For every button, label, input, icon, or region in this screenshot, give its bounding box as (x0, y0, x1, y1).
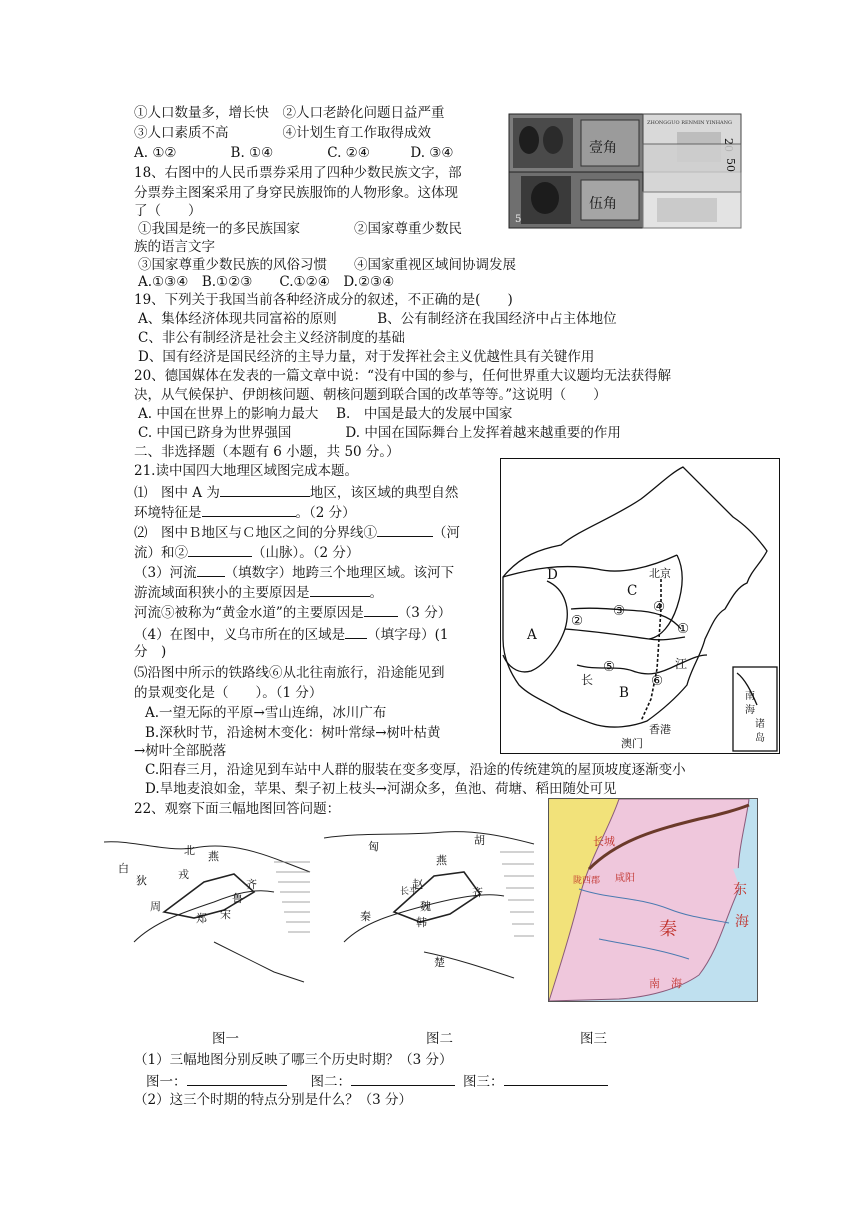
inset-label-3: 诸 (755, 719, 765, 730)
map1-label-di: 狄 (136, 874, 147, 887)
q18-option-2: ③国家尊重少数民族的风俗习惯 ④国家重视区域间协调发展 (138, 257, 516, 273)
map-region-d: D (547, 567, 558, 583)
q19-option-d: D、国有经济是国民经济的主导力量，对于发挥社会主义优越性具有关键作用 (138, 349, 595, 365)
q18-option-1a: ①我国是统一的多民族国家 ②国家尊重少数民 (138, 221, 462, 237)
q20-options-ab: A. 中国在世界上的影响力最大 B. 中国是最大的发展中国家 (138, 406, 513, 422)
map-number-4: ④ (653, 599, 666, 615)
map1-label-rong: 戎 (178, 868, 189, 881)
map1-label-north: 北 (184, 844, 195, 857)
q21-part4-line2: 分 ) (134, 644, 167, 660)
map2-label-han: 韩 (416, 916, 427, 929)
q19-stem: 19、下列关于我国当前各种经济成分的叙述，不正确的是( ) (134, 292, 513, 308)
map1-label-bai: 白 (118, 862, 129, 875)
q21-part3-line1: （3）河流 （填数字）地跨三个地理区域。该河下 (134, 562, 454, 582)
map-number-5: ⑤ (603, 659, 616, 675)
map2-label-chu: 楚 (434, 956, 445, 969)
q18-choices: A.①③④ B.①②③ C.①②④ D.②③④ (138, 274, 395, 290)
map3-label-south-sea: 海 (671, 977, 682, 990)
q21-part1-line2: 环境特征是 。（2 分） (134, 502, 356, 522)
q17-choices: A. ①② B. ①④ C. ②④ D. ③④ (134, 145, 454, 161)
q22-subquestion-1: （1）三幅地图分别反映了哪三个历史时期？（3 分） (134, 1052, 453, 1068)
q22-answer-line: 图一： 图二： 图三： (146, 1071, 608, 1091)
map-region-a: A (527, 627, 537, 643)
q21-option-a: A.一望无际的平原→雪山连绵，冰川广布 (145, 705, 387, 721)
map1-label-qi: 齐 (246, 878, 257, 891)
q21-part1-line1: ⑴ 图中 A 为 地区，该区域的典型自然 (134, 482, 458, 502)
q22-stem: 22、观察下面三幅地图回答问题： (134, 801, 341, 817)
banknote-denom-small: 伍角 (589, 196, 617, 212)
q21-part2-line1: ⑵ 图中Ｂ地区与Ｃ地区之间的分界线① （河 (134, 522, 460, 542)
q17-options-line1: ①人口数量多，增长快 ②人口老龄化问题日益严重 (134, 105, 445, 121)
q21-option-b1: B.深秋时节，沿途树木变化：树叶常绿→树叶枯黄 (145, 725, 441, 741)
q19-options-ab: A、集体经济体现共同富裕的原则 B、公有制经济在我国经济中占主体地位 (138, 311, 617, 327)
map1-label-yan: 燕 (208, 850, 219, 863)
banknote-bank-name: ZHONGGUO RENMIN YINHANG (647, 120, 733, 126)
q21-part2-line2: 流）和② （山脉）。（2 分） (134, 542, 359, 562)
section-two-heading: 二、非选择题（本题有 6 小题，共 50 分。） (134, 444, 400, 460)
q21-option-d: D.旱地麦浪如金，苹果、梨子初上枝头→河湖众多，鱼池、荷塘、稻田随处可见 (145, 781, 617, 797)
q18-option-1b: 族的语言文字 (134, 239, 215, 255)
map1-label-lu: 鲁 (232, 892, 243, 905)
q20-stem-1: 20、德国媒体在发表的一篇文章中说：“没有中国的参与，任何世界重大议题均无法获得解 (134, 368, 672, 384)
map2-label-hu: 胡 (474, 834, 485, 847)
q20-stem-2: 决，从气候保护、伊朗核问题、朝核问题到联合国的改革等等。”这说明（ ） (134, 387, 607, 403)
map3-label-qin: 秦 (659, 919, 677, 940)
map-number-6: ⑥ (651, 673, 664, 689)
map2-label-wei: 魏 (420, 900, 431, 913)
caption-figure-3: 图三 (580, 1031, 607, 1047)
map-number-3: ③ (613, 603, 626, 619)
inset-label-2: 海 (745, 705, 755, 716)
map2-label-qi: 齐 (472, 886, 483, 899)
map-label-chang: 长 (581, 673, 594, 687)
caption-figure-1: 图一 (212, 1031, 239, 1047)
caption-figure-2: 图二 (426, 1031, 453, 1047)
map-label-macau: 澳门 (621, 737, 643, 750)
q21-stem: 21.读中国四大地理区域图完成本题。 (134, 463, 358, 479)
q21-option-b2: →树叶全部脱落 (134, 743, 227, 759)
map3-label-east: 东 (733, 882, 747, 898)
map-region-c: C (627, 583, 638, 599)
q19-option-c: C、非公有制经济是社会主义经济制度的基础 (138, 330, 405, 346)
map1-label-zheng: 郑 (196, 912, 207, 925)
q21-part5-line1: ⑸沿图中所示的铁路线⑥从北往南旅行，沿途能见到 (134, 665, 445, 681)
china-regions-map (500, 458, 780, 754)
history-map-1 (104, 822, 312, 992)
banknote-denom-big: 壹角 (589, 140, 617, 156)
q21-part3-line3: 河流⑤被称为“黄金水道”的主要原因是 （3 分） (134, 602, 451, 622)
map-number-2: ② (571, 613, 584, 629)
history-map-3 (548, 798, 758, 1002)
q21-part3-line2: 游流域面积狭小的主要原因是 。 (134, 582, 383, 602)
map3-label-south: 南 (649, 977, 660, 990)
map3-label-greatwall: 长城 (593, 835, 615, 848)
map3-label-sea: 海 (735, 914, 749, 930)
map1-label-zhou: 周 (150, 900, 161, 913)
map-label-jiang: 江 (675, 657, 688, 671)
q21-part5-line2: 的景观变化是（ ）。（1 分） (134, 685, 323, 701)
map-region-b: B (619, 685, 629, 701)
q21-part4-line1: （4）在图中，义乌市所在的区域是 （填字母）(1 (134, 624, 448, 644)
map-label-hongkong: 香港 (649, 723, 671, 736)
q22-subquestion-2: （2）这三个时期的特点分别是什么？（3 分） (134, 1092, 412, 1108)
q17-options-line2: ③人口素质不高 ④计划生育工作取得成效 (134, 125, 431, 141)
banknote-number-50: 50 (724, 158, 737, 172)
inset-label-1: 南 (745, 691, 755, 702)
banknote-image (507, 112, 743, 230)
map2-label-xiong: 匈 (368, 840, 379, 853)
map2-label-zhao: 赵 (412, 878, 423, 891)
map-label-beijing: 北京 (649, 567, 671, 580)
q21-option-c: C.阳春三月，沿途见到车站中人群的服装在变多变厚，沿途的传统建筑的屋顶坡度逐渐变小 (145, 762, 686, 778)
inset-label-4: 岛 (755, 733, 765, 744)
q18-stem-3: 了（ ） (134, 203, 202, 219)
map2-label-changping: 长平 (400, 887, 419, 897)
map3-label-longxi: 陇西郡 (573, 876, 601, 886)
map2-label-yan: 燕 (436, 854, 447, 867)
map-number-1: ① (677, 621, 690, 637)
banknote-number-5: 5 (515, 214, 522, 225)
history-map-2 (324, 822, 536, 992)
map1-label-song: 宋 (220, 908, 231, 921)
map2-label-qin: 秦 (360, 910, 371, 923)
q20-options-cd: C. 中国已跻身为世界强国 D. 中国在国际舞台上发挥着越来越重要的作用 (138, 425, 621, 441)
q18-stem-2: 分票券主图案采用了身穿民族服饰的人物形象。这体现 (134, 185, 458, 201)
map3-label-xianyang: 咸阳 (615, 873, 635, 884)
q18-stem-1: 18、右图中的人民币票券采用了四种少数民族文字，部 (134, 165, 462, 181)
